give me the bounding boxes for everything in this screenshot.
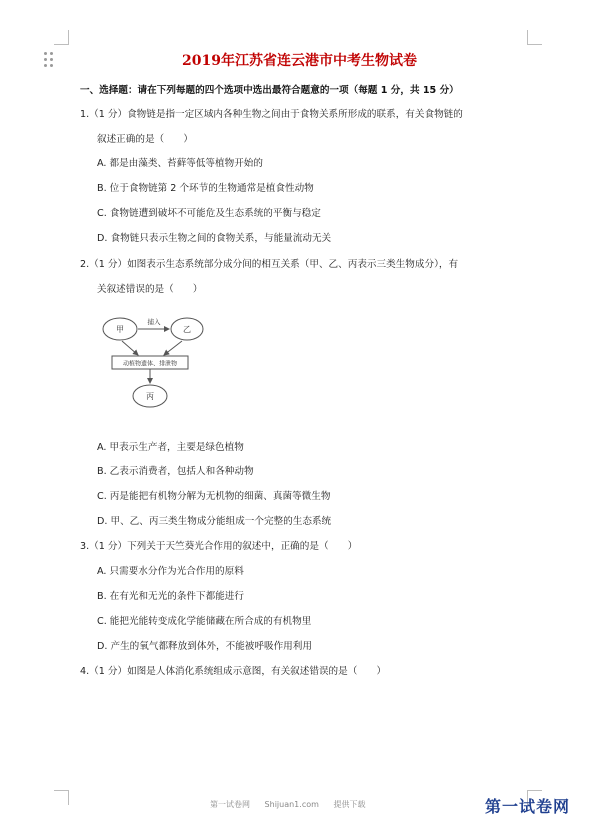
node-bing-label: 丙 — [146, 392, 154, 401]
question-2-option-a: A. 甲表示生产者，主要是绿色植物 — [97, 442, 244, 453]
question-1-option-b: B. 位于食物链第 2 个环节的生物通常是植食性动物 — [97, 183, 314, 194]
footer-download-text: 提供下载 — [333, 800, 366, 809]
box-label: 动植物遗体、排泄物 — [122, 360, 178, 368]
question-4-stem: 4.（1 分）如图是人体消化系统组成示意图，有关叙述错误的是（ ） — [80, 666, 387, 677]
arrow-yi-to-box — [164, 341, 182, 355]
crop-mark-top-left — [54, 30, 69, 45]
question-3-option-c: C. 能把光能转变成化学能储藏在所合成的有机物里 — [97, 616, 312, 627]
question-2-option-c: C. 丙是能把有机物分解为无机物的细菌、真菌等微生物 — [97, 491, 331, 502]
question-3-option-b: B. 在有光和无光的条件下都能进行 — [97, 591, 244, 602]
page-footer — [210, 799, 377, 810]
question-3-stem: 3.（1 分）下列关于天竺葵光合作用的叙述中，正确的是（ ） — [80, 541, 358, 552]
question-1-option-d: D. 食物链只表示生物之间的食物关系，与能量流动无关 — [97, 233, 332, 244]
brand-watermark: 第一试卷网 — [485, 797, 571, 816]
question-1-option-c: C. 食物链遭到破坏不可能危及生态系统的平衡与稳定 — [97, 208, 321, 219]
crop-mark-top-right — [527, 30, 542, 45]
arrow-label: 捕入 — [147, 318, 161, 326]
question-3-option-d: D. 产生的氧气都释放到体外，不能被呼吸作用利用 — [97, 641, 312, 652]
question-1-option-a: A. 都是由藻类、苔藓等低等植物开始的 — [97, 158, 263, 169]
question-1-stem-line-1: 1.（1 分）食物链是指一定区域内各种生物之间由于食物关系所形成的联系，有关食物链的 — [80, 109, 463, 120]
question-2-option-b: B. 乙表示消费者，包括人和各种动物 — [97, 466, 254, 477]
crop-mark-bottom-left — [54, 790, 69, 805]
ecosystem-diagram — [100, 310, 210, 410]
section-heading: 一、选择题：请在下列每题的四个选项中选出最符合题意的一项（每题 1 分，共 15 分） — [80, 85, 459, 96]
node-yi-label: 乙 — [183, 325, 191, 334]
footer-site-url[interactable]: Shijuan1.com — [264, 800, 319, 809]
arrow-jia-to-box — [122, 341, 138, 355]
question-2-option-d: D. 甲、乙、丙三类生物成分能组成一个完整的生态系统 — [97, 516, 332, 527]
question-2-stem-line-2: 关叙述错误的是（ ） — [97, 284, 203, 295]
question-2-stem-line-1: 2.（1 分）如图表示生态系统部分成分间的相互关系（甲、乙、丙表示三类生物成分），有 — [80, 259, 459, 270]
footer-site-name: 第一试卷网 — [210, 800, 250, 809]
node-jia-label: 甲 — [116, 325, 124, 334]
question-1-stem-line-2: 叙述正确的是（ ） — [97, 134, 193, 145]
page-title: 2019年江苏省连云港市中考生物试卷 — [182, 53, 417, 69]
question-3-option-a: A. 只需要水分作为光合作用的原料 — [97, 566, 244, 577]
